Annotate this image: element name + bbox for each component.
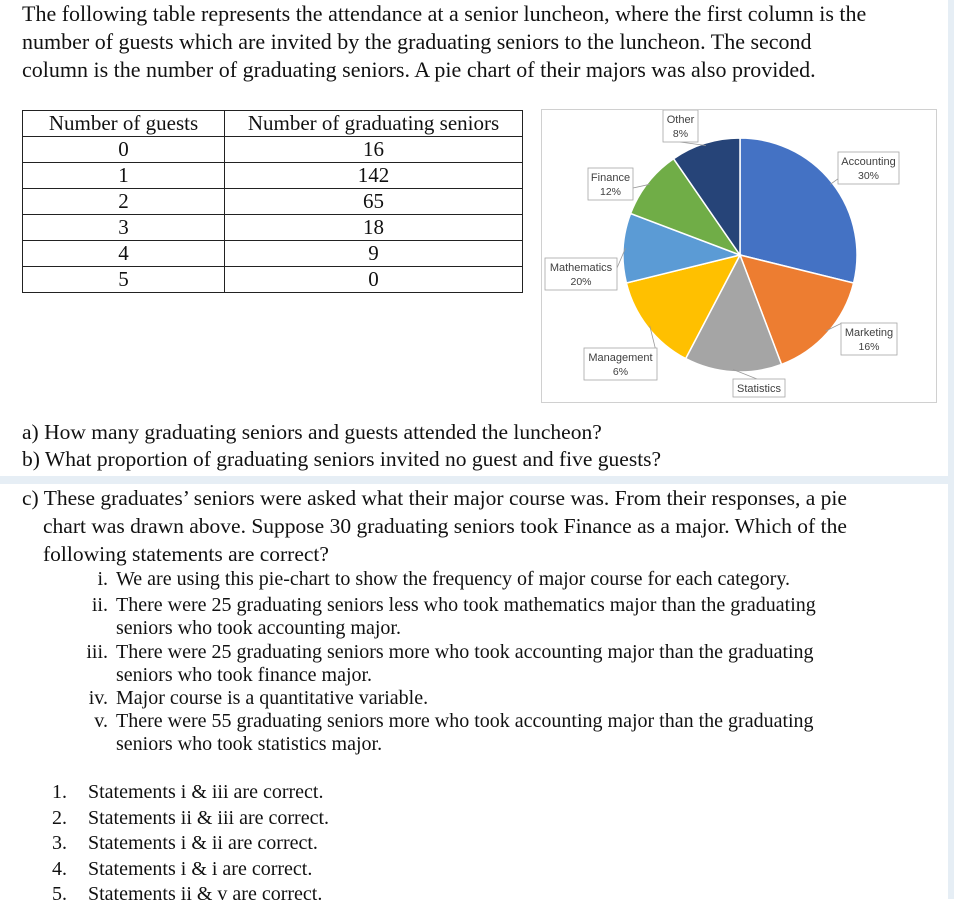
option-number: 4. xyxy=(52,857,67,880)
slice-label: Management xyxy=(588,352,653,364)
slice-percent: 6% xyxy=(612,366,629,378)
statement-text xyxy=(116,641,836,687)
table-cell: 2 xyxy=(23,189,225,215)
question-c-line: c) These graduates’ seniors were asked what their major course was. From their responses, a pie xyxy=(22,486,847,510)
intro-line: column is the number of graduating seniors. A pie chart of their majors was also provided. xyxy=(22,57,816,82)
slice-percent: 20% xyxy=(570,276,592,288)
option-text: Statements i & iii are correct. xyxy=(88,781,324,803)
question-b: b) What proportion of graduating seniors invited no guest and five guests? xyxy=(22,447,662,471)
intro-line: The following table represents the attendance at a senior luncheon, where the first column is the xyxy=(22,1,867,26)
option-number: 2. xyxy=(52,806,67,829)
table-cell: 5 xyxy=(23,267,225,293)
answer-option[interactable] xyxy=(52,857,329,883)
slice-percent: 30% xyxy=(857,170,880,182)
answer-option[interactable] xyxy=(52,882,329,908)
question-c xyxy=(22,484,902,568)
statement-line: There were 25 graduating seniors more who took accounting major than the graduating xyxy=(116,641,814,663)
statement-number: ii. xyxy=(91,594,108,616)
answer-option[interactable] xyxy=(52,806,329,832)
table-row xyxy=(23,267,523,293)
slice-label: Statistics xyxy=(736,383,782,395)
statement-text xyxy=(116,687,836,710)
attendance-table xyxy=(22,110,523,293)
option-number: 5. xyxy=(52,883,67,905)
table-cell: 0 xyxy=(23,137,225,163)
statement-number: iv. xyxy=(88,687,108,709)
option-text: Statements ii & iii are correct. xyxy=(88,806,330,829)
statement-line: We are using this pie-chart to show the frequency of major course for each category. xyxy=(116,568,791,590)
statement-line: seniors who took statistics major. xyxy=(116,733,383,755)
statement-text xyxy=(116,594,836,640)
table-cell: 0 xyxy=(225,267,523,293)
table-cell: 3 xyxy=(23,215,225,241)
pie-chart-svg xyxy=(542,110,936,402)
statement-line: There were 55 graduating seniors more who took accounting major than the graduating xyxy=(116,710,814,732)
statement-number: i. xyxy=(97,568,108,590)
option-text: Statements i & i are correct. xyxy=(88,857,313,880)
question-c-line: following statements are correct? xyxy=(43,542,329,566)
slice-label: Mathematics xyxy=(549,262,613,274)
right-edge-bar xyxy=(948,0,954,899)
table-header-row xyxy=(23,111,523,137)
option-text: Statements ii & v are correct. xyxy=(88,883,323,905)
statement-line: There were 25 graduating seniors less who took mathematics major than the graduating xyxy=(116,594,816,616)
table-cell: 16 xyxy=(225,137,523,163)
slice-label: Accounting xyxy=(841,156,896,168)
column-header-guests: Number of guests xyxy=(23,111,225,137)
table-cell: 1 xyxy=(23,163,225,189)
column-header-seniors: Number of graduating seniors xyxy=(225,111,523,137)
table-cell: 142 xyxy=(225,163,523,189)
answer-option[interactable] xyxy=(52,831,329,857)
option-text: Statements i & ii are correct. xyxy=(88,832,318,854)
slice-label: Finance xyxy=(590,172,631,184)
table-row xyxy=(23,163,523,189)
table-row xyxy=(23,137,523,163)
section-divider-band xyxy=(0,476,954,484)
table-cell: 65 xyxy=(225,189,523,215)
statement-line: Major course is a quantitative variable. xyxy=(116,687,429,709)
table-row xyxy=(23,189,523,215)
table-cell: 9 xyxy=(225,241,523,267)
slice-percent: 16% xyxy=(858,341,880,353)
intro-line: number of guests which are invited by the graduating seniors to the luncheon. The second xyxy=(22,29,812,54)
slice-percent: 12% xyxy=(599,186,622,198)
question-a: a) How many graduating seniors and guests attended the luncheon? xyxy=(22,420,602,444)
option-number: 1. xyxy=(52,781,67,803)
slice-label: Marketing xyxy=(844,327,894,339)
statement-text xyxy=(116,568,836,591)
option-number: 3. xyxy=(52,832,67,854)
statement-number: iii. xyxy=(86,641,108,663)
table-row xyxy=(23,241,523,267)
statement-number: v. xyxy=(94,710,108,732)
statement-line: seniors who took finance major. xyxy=(116,664,373,686)
majors-pie-chart xyxy=(541,109,937,403)
table-cell: 18 xyxy=(225,215,523,241)
statement-text xyxy=(116,710,836,756)
slice-percent: 8% xyxy=(672,128,689,140)
question-c-line: chart was drawn above. Suppose 30 graduating seniors took Finance as a major. Which of the xyxy=(43,514,847,538)
answer-options xyxy=(52,780,329,908)
answer-option[interactable] xyxy=(52,780,329,806)
intro-paragraph xyxy=(22,0,922,84)
statement-line: seniors who took accounting major. xyxy=(116,617,401,639)
table-cell: 4 xyxy=(23,241,225,267)
slice-label: Other xyxy=(666,114,695,126)
table-row xyxy=(23,215,523,241)
